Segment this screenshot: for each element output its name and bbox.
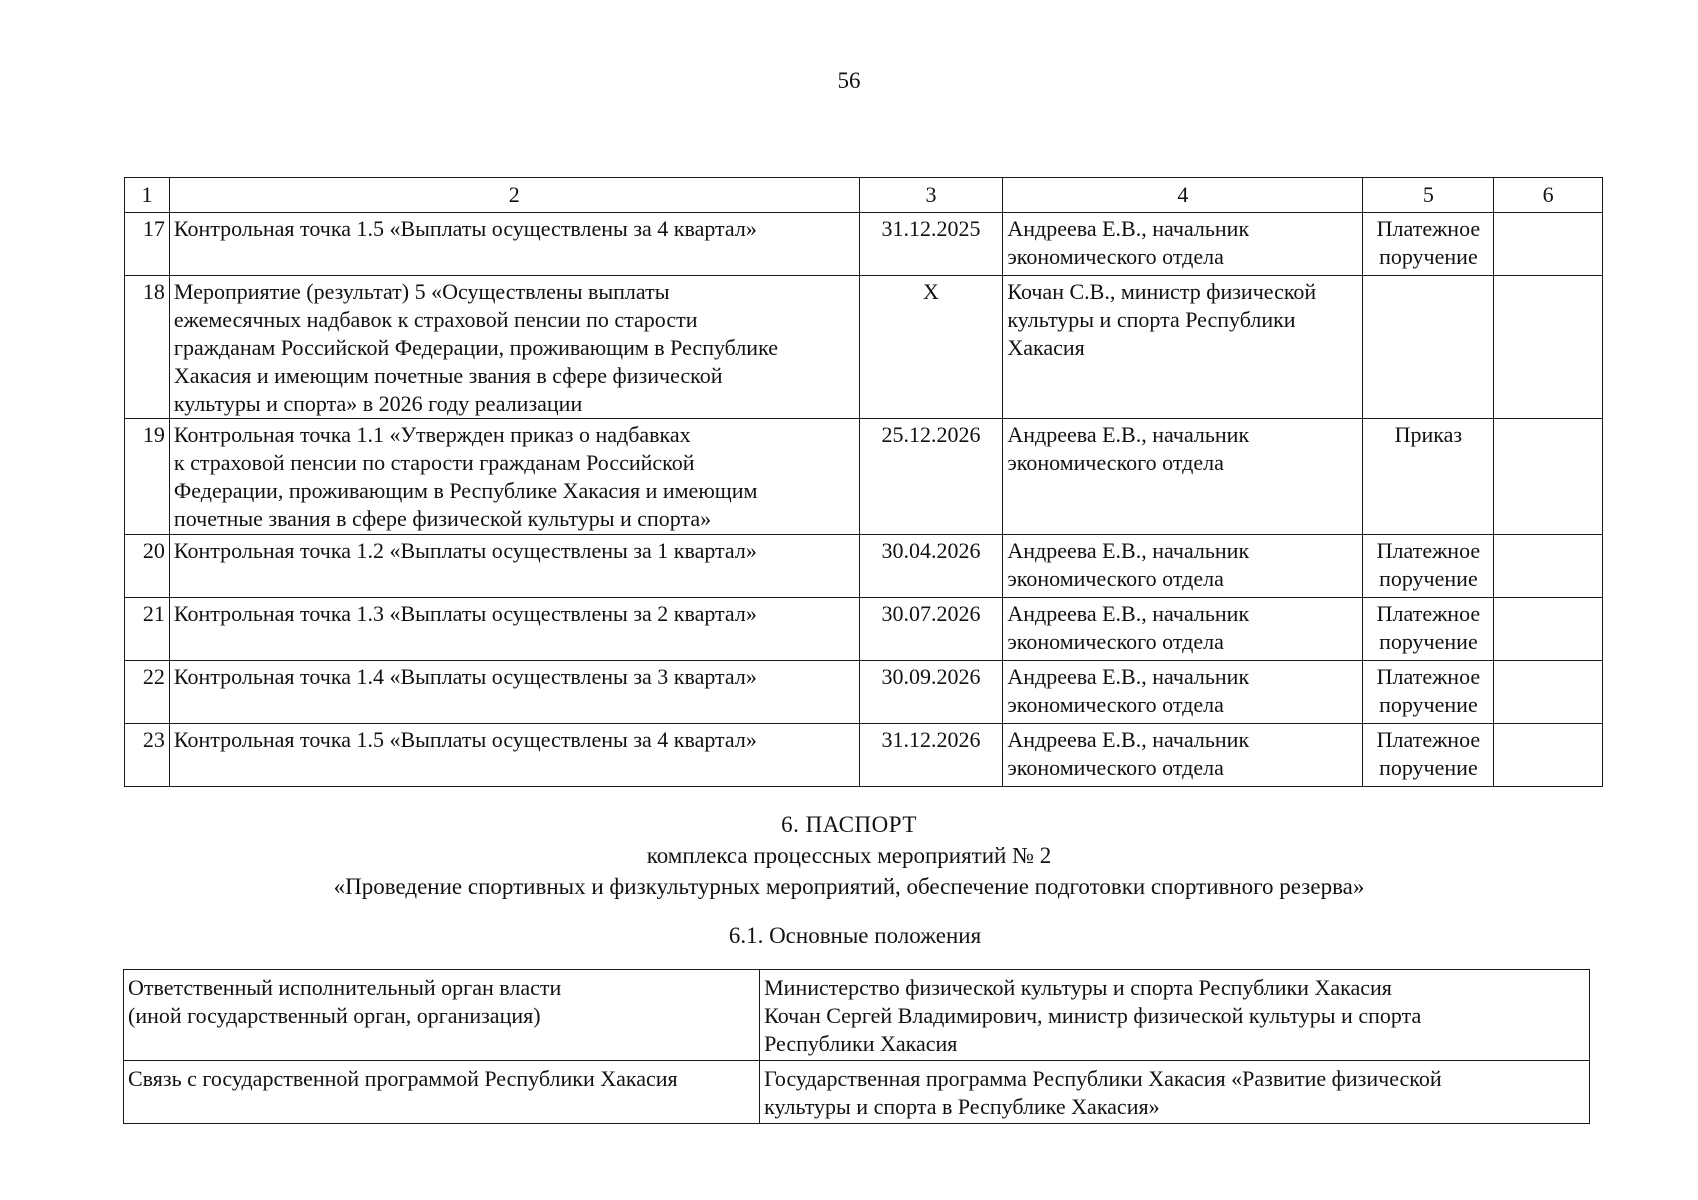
row-number: 23 [125,724,170,787]
row-responsible: Андреева Е.В., начальник экономического отдела [1003,535,1363,598]
row-name: Контрольная точка 1.4 «Выплаты осуществлены за 3 квартал» [169,661,859,724]
row-name: Мероприятие (результат) 5 «Осуществлены выплаты ежемесячных надбавок к страховой пенсии по старости гражданам Российской Федерации, проживающим в Республике Хакасия и имеющим почетные звания в сфере физической культуры и спорта» в 2026 году реализации [169,276,859,419]
row-note [1494,598,1603,661]
row-document: Платежное поручение [1363,724,1494,787]
row-number: 22 [125,661,170,724]
row-date: 30.07.2026 [859,598,1003,661]
row-note [1494,276,1603,419]
measures-table [124,177,1603,787]
row-document: Платежное поручение [1363,598,1494,661]
row-responsible: Андреева Е.В., начальник экономического отдела [1003,213,1363,276]
row-note [1494,724,1603,787]
info-row [124,1061,1590,1124]
row-date: 31.12.2026 [859,724,1003,787]
row-note [1494,213,1603,276]
table-row [125,661,1603,724]
row-date: 31.12.2025 [859,213,1003,276]
row-responsible: Андреева Е.В., начальник экономического отдела [1003,661,1363,724]
section-program-name: «Проведение спортивных и физкультурных мероприятий, обеспечение подготовки спортивного резерва» [333,874,1365,899]
table-row [125,598,1603,661]
header-col-4: 4 [1003,178,1363,213]
subsection-title: 6.1. Основные положения [728,923,982,948]
page-number: 56 [837,68,861,93]
row-name: Контрольная точка 1.1 «Утвержден приказ о надбавках к страховой пенсии по старости гражданам Российской Федерации, проживающим в Республике Хакасия и имеющим почетные звания в сфере физической культуры и спорта» [169,419,859,535]
row-date: X [859,276,1003,419]
row-number: 20 [125,535,170,598]
info-value: Министерство физической культуры и спорта Республики Хакасия Кочан Сергей Владимирович, министр физической культуры и спорта Республики Хакасия [760,970,1590,1061]
header-col-1: 1 [125,178,170,213]
header-col-5: 5 [1363,178,1494,213]
row-note [1494,419,1603,535]
info-label: Связь с государственной программой Республики Хакасия [124,1061,760,1124]
section-subheading: комплекса процессных мероприятий № 2 [646,843,1052,868]
row-document [1363,276,1494,419]
row-name: Контрольная точка 1.5 «Выплаты осуществлены за 4 квартал» [169,213,859,276]
row-document: Платежное поручение [1363,535,1494,598]
table-row [125,535,1603,598]
info-label: Ответственный исполнительный орган власти (иной государственный орган, организация) [124,970,760,1061]
row-document: Приказ [1363,419,1494,535]
row-number: 17 [125,213,170,276]
row-responsible: Андреева Е.В., начальник экономического отдела [1003,724,1363,787]
table-row [125,419,1603,535]
header-col-6: 6 [1494,178,1603,213]
header-col-3: 3 [859,178,1003,213]
header-col-2: 2 [169,178,859,213]
row-name: Контрольная точка 1.5 «Выплаты осуществлены за 4 квартал» [169,724,859,787]
info-value: Государственная программа Республики Хакасия «Развитие физической культуры и спорта в Республике Хакасия» [760,1061,1590,1124]
row-number: 21 [125,598,170,661]
row-number: 19 [125,419,170,535]
table-row [125,724,1603,787]
row-note [1494,535,1603,598]
basic-provisions-table [123,969,1590,1124]
table-header-row [125,178,1603,213]
table-row [125,276,1603,419]
row-responsible: Кочан С.В., министр физической культуры и спорта Республики Хакасия [1003,276,1363,419]
row-name: Контрольная точка 1.2 «Выплаты осуществлены за 1 квартал» [169,535,859,598]
info-row [124,970,1590,1061]
row-number: 18 [125,276,170,419]
table-row [125,213,1603,276]
row-document: Платежное поручение [1363,213,1494,276]
row-name: Контрольная точка 1.3 «Выплаты осуществлены за 2 квартал» [169,598,859,661]
row-note [1494,661,1603,724]
row-date: 25.12.2026 [859,419,1003,535]
row-responsible: Андреева Е.В., начальник экономического отдела [1003,419,1363,535]
row-document: Платежное поручение [1363,661,1494,724]
row-date: 30.09.2026 [859,661,1003,724]
row-date: 30.04.2026 [859,535,1003,598]
section-heading: 6. ПАСПОРТ [781,812,917,837]
row-responsible: Андреева Е.В., начальник экономического отдела [1003,598,1363,661]
